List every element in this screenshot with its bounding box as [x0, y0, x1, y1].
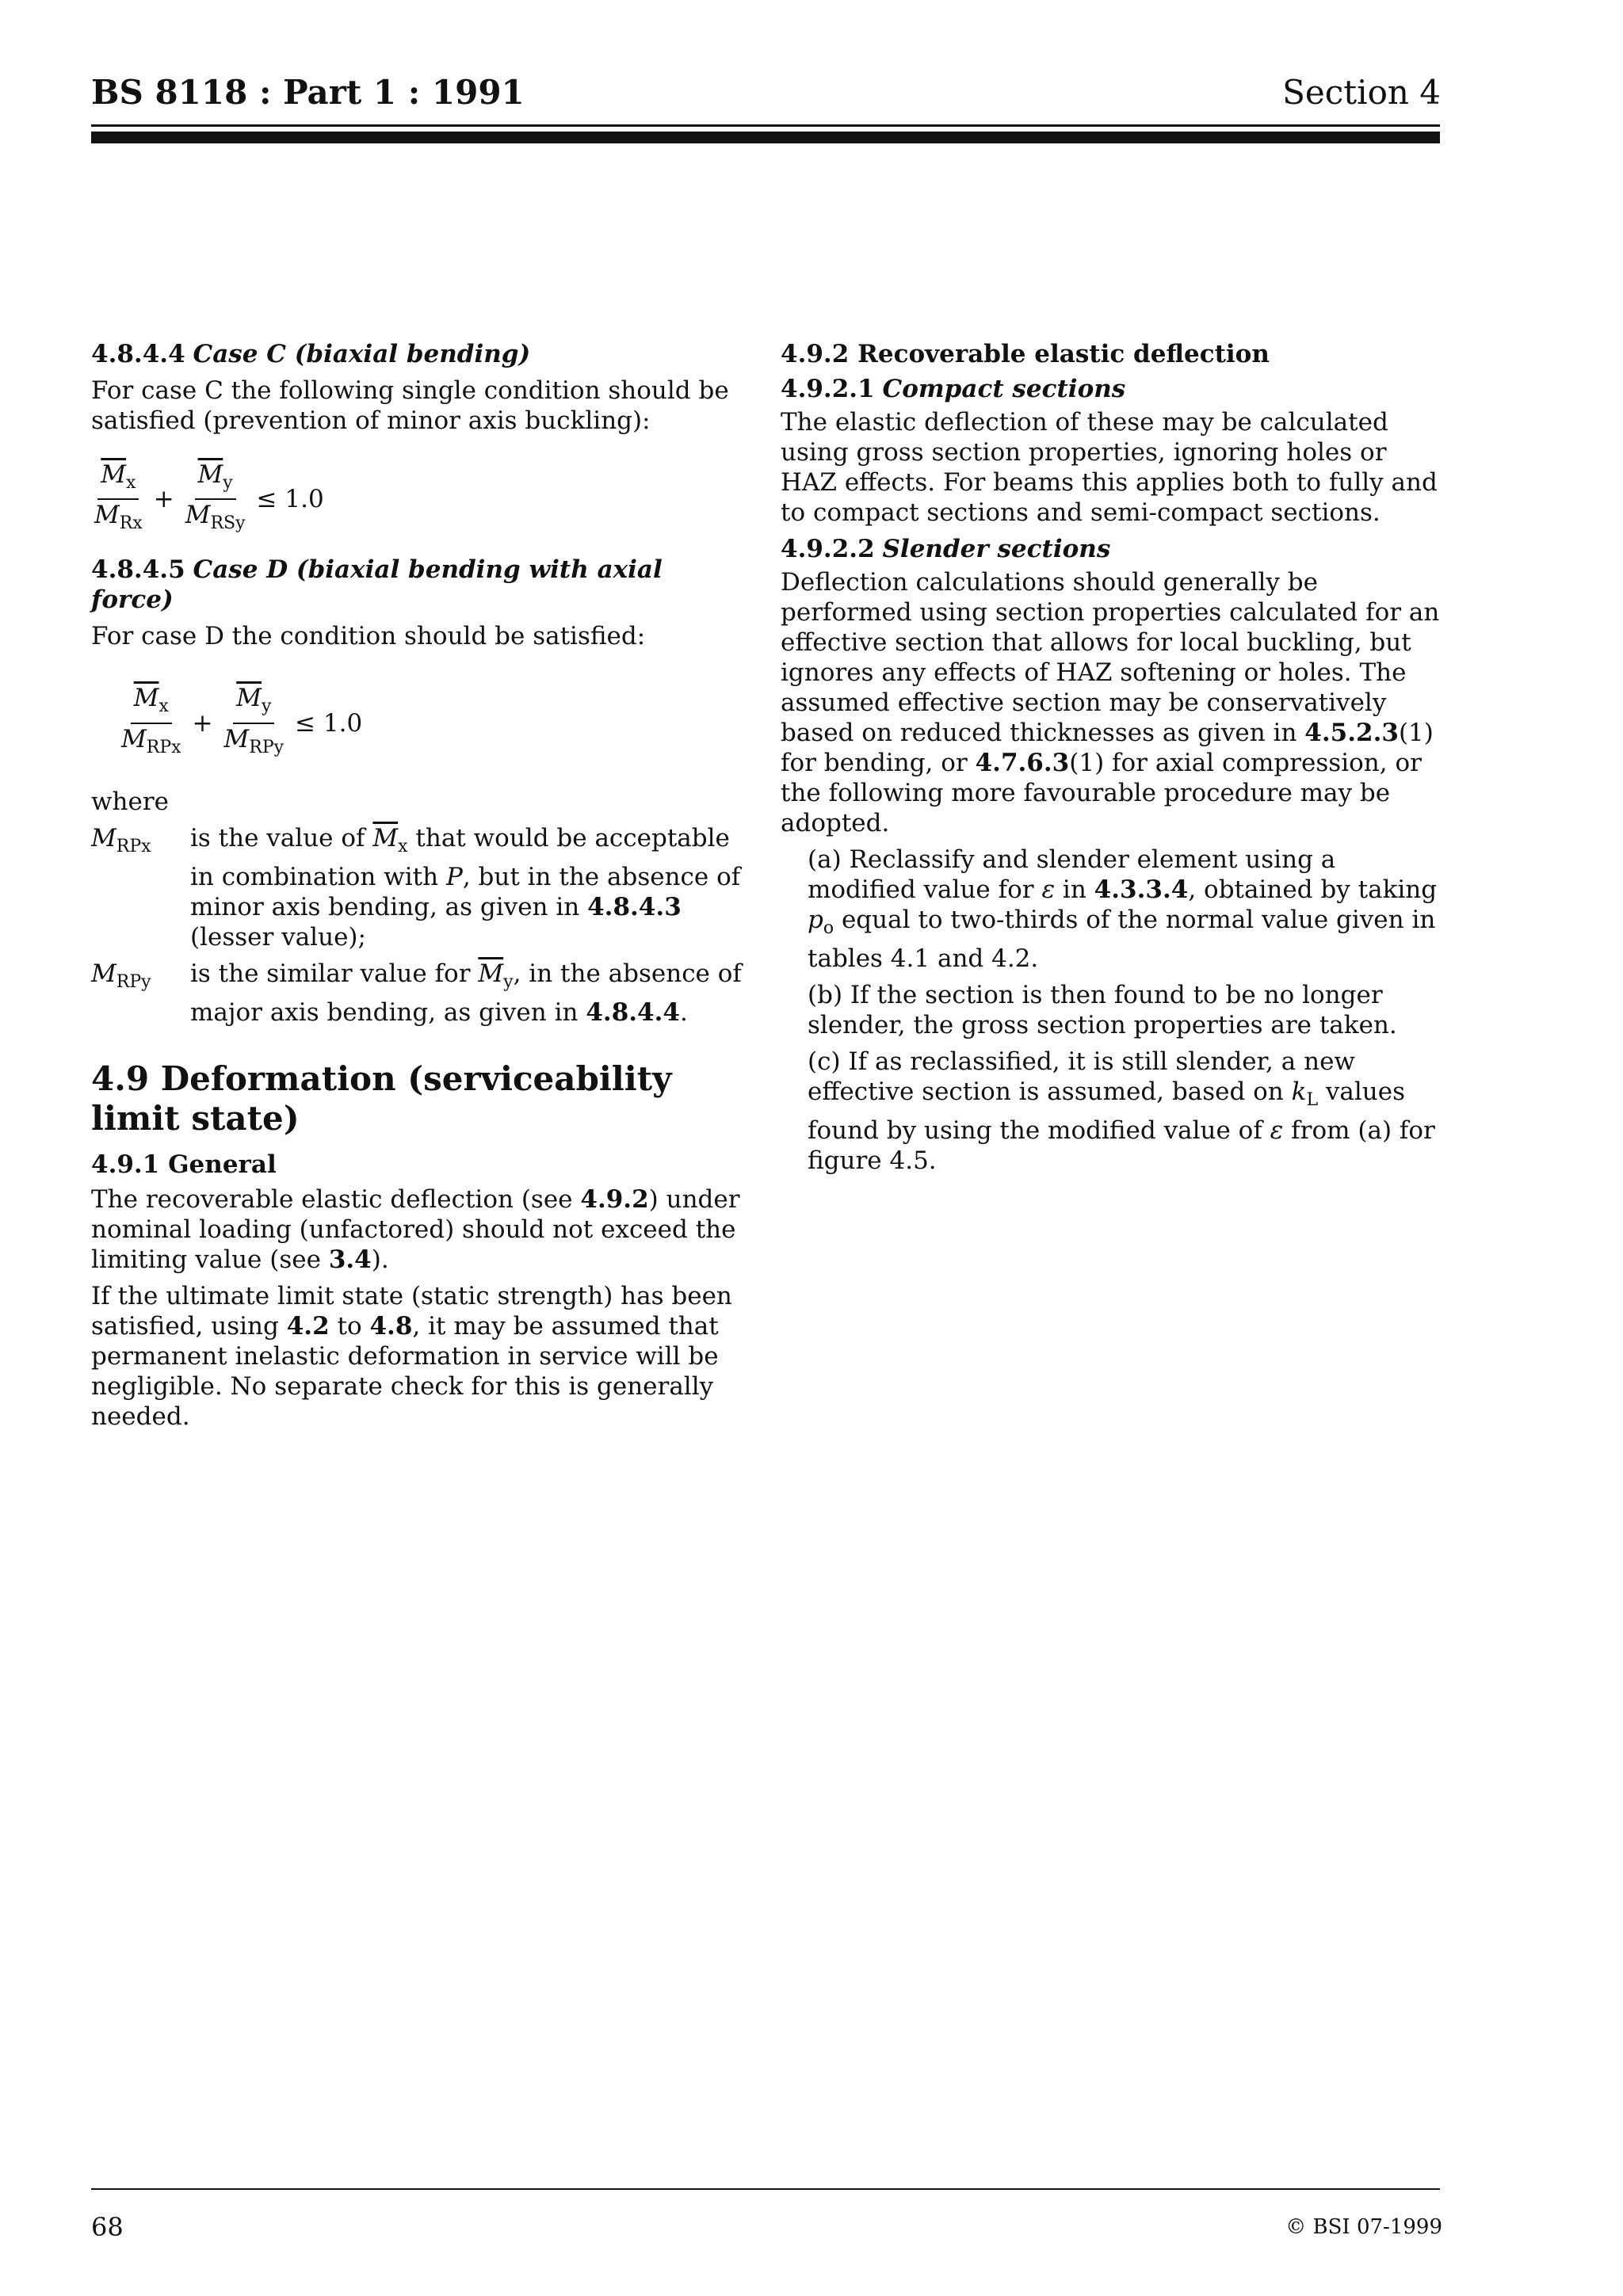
- paragraph: The recoverable elastic deflection (see 4.9.2) under nominal loading (unfactored) should not exceed the limiting value (see 3.4).: [91, 1185, 740, 1275]
- paragraph: The elastic deflection of these may be calculated using gross section properties, ignoring holes or HAZ effects. For beams this applies both to fully and to compact sections and semi-compact sections.: [781, 408, 1438, 527]
- formula-case-c: [91, 460, 749, 539]
- clause-4-9-1-heading: 4.9.1 General: [91, 1150, 277, 1180]
- clause-4-9-2-2-heading: [781, 534, 1442, 564]
- paragraph: Deflection calculations should generally be performed using section properties calculated for an effective section that allows for local buckling, but ignores any effects of HAZ softening or holes. The assumed effective section may be conservatively based on reduced thicknesses as given in 4.5.2.3(1) for bending, or 4.7.6.3(1) for axial compression, or the following more favourable procedure may be adopted.: [781, 568, 1440, 837]
- where-item: $M_{RPx}$ is the value of $\overline{M}_x$ that would be acceptable in combination with P, but in the absence of minor axis bending, as given in 4.8.4.3 (lesser value);: [91, 823, 741, 952]
- clause-4-8-4-4-heading: [91, 339, 749, 369]
- clause-title: Slender sections: [882, 535, 1111, 563]
- paragraph: If the ultimate limit state (static strength) has been satisfied, using 4.2 to 4.8, it may be assumed that permanent inelastic deformation in service will be negligible. No separate check for this is generally needed.: [91, 1282, 732, 1432]
- clause-title: Compact sections: [882, 375, 1126, 403]
- copyright: © BSI 07-1999: [1285, 2215, 1442, 2239]
- where-label: where: [91, 787, 170, 816]
- clause-number: 4.9.2.1: [781, 375, 875, 403]
- list-item-b: (b) If the section is then found to be no longer slender, the gross section properties are taken.: [808, 981, 1397, 1040]
- page-number: 68: [91, 2212, 124, 2242]
- clause-title: Case C (biaxial bending): [193, 340, 531, 368]
- plus-sign: +: [192, 708, 213, 738]
- section-4-9-heading: 4.9 Deformation (serviceability limit state): [91, 1059, 672, 1138]
- list-item-a: (a) Reclassify and slender element using a modified value for ε in 4.3.3.4, obtained by taking $p_o$ equal to two-thirds of the normal value given in tables 4.1 and 4.2.: [808, 845, 1438, 974]
- section-label: Section 4: [1282, 73, 1441, 112]
- clause-4-9-2-heading: 4.9.2 Recoverable elastic deflection: [781, 340, 1270, 368]
- clause-4-8-4-5-heading: [91, 555, 749, 615]
- fraction: $\frac{\overline{M}_x}{M_{Rx}}$: [94, 460, 143, 534]
- inequality: ≤ 1.0: [256, 485, 324, 514]
- left-column: [91, 339, 749, 1438]
- inequality: ≤ 1.0: [295, 708, 363, 738]
- clause-number: 4.9.2.2: [781, 535, 875, 563]
- clause-number: 4.8.4.5: [91, 555, 185, 585]
- formula-case-d: [118, 683, 749, 762]
- fraction: $\frac{\overline{M}_x}{M_{RPx}}$: [121, 684, 181, 757]
- fraction: $\frac{\overline{M}_y}{M_{RSy}}$: [185, 460, 246, 534]
- right-column: [781, 339, 1442, 1182]
- plus-sign: +: [153, 485, 174, 514]
- header-rule-thin: [91, 124, 1440, 127]
- clause-4-9-2-1-heading: [781, 374, 1442, 404]
- where-item: $M_{RPy}$ is the similar value for $\overline{M}_y$, in the absence of major axis bending, as given in 4.8.4.4.: [91, 959, 742, 1028]
- list-item-c: (c) If as reclassified, it is still slender, a new effective section is assumed, based on $k_L$ values found by using the modified value of ε from (a) for figure 4.5.: [808, 1047, 1435, 1176]
- clause-4-8-4-4-text: For case C the following single condition should be satisfied (prevention of minor axis buckling):: [91, 376, 729, 435]
- clause-number: 4.8.4.4: [91, 340, 185, 368]
- document-title: BS 8118 : Part 1 : 1991: [91, 73, 525, 112]
- clause-title: Case D (biaxial bending with axial force): [91, 555, 663, 615]
- footer-rule: [91, 2188, 1440, 2190]
- fraction: $\frac{\overline{M}_y}{M_{RPy}}$: [223, 684, 285, 757]
- header-rule-thick: [91, 132, 1440, 143]
- clause-4-8-4-5-text: For case D the condition should be satisfied:: [91, 622, 646, 651]
